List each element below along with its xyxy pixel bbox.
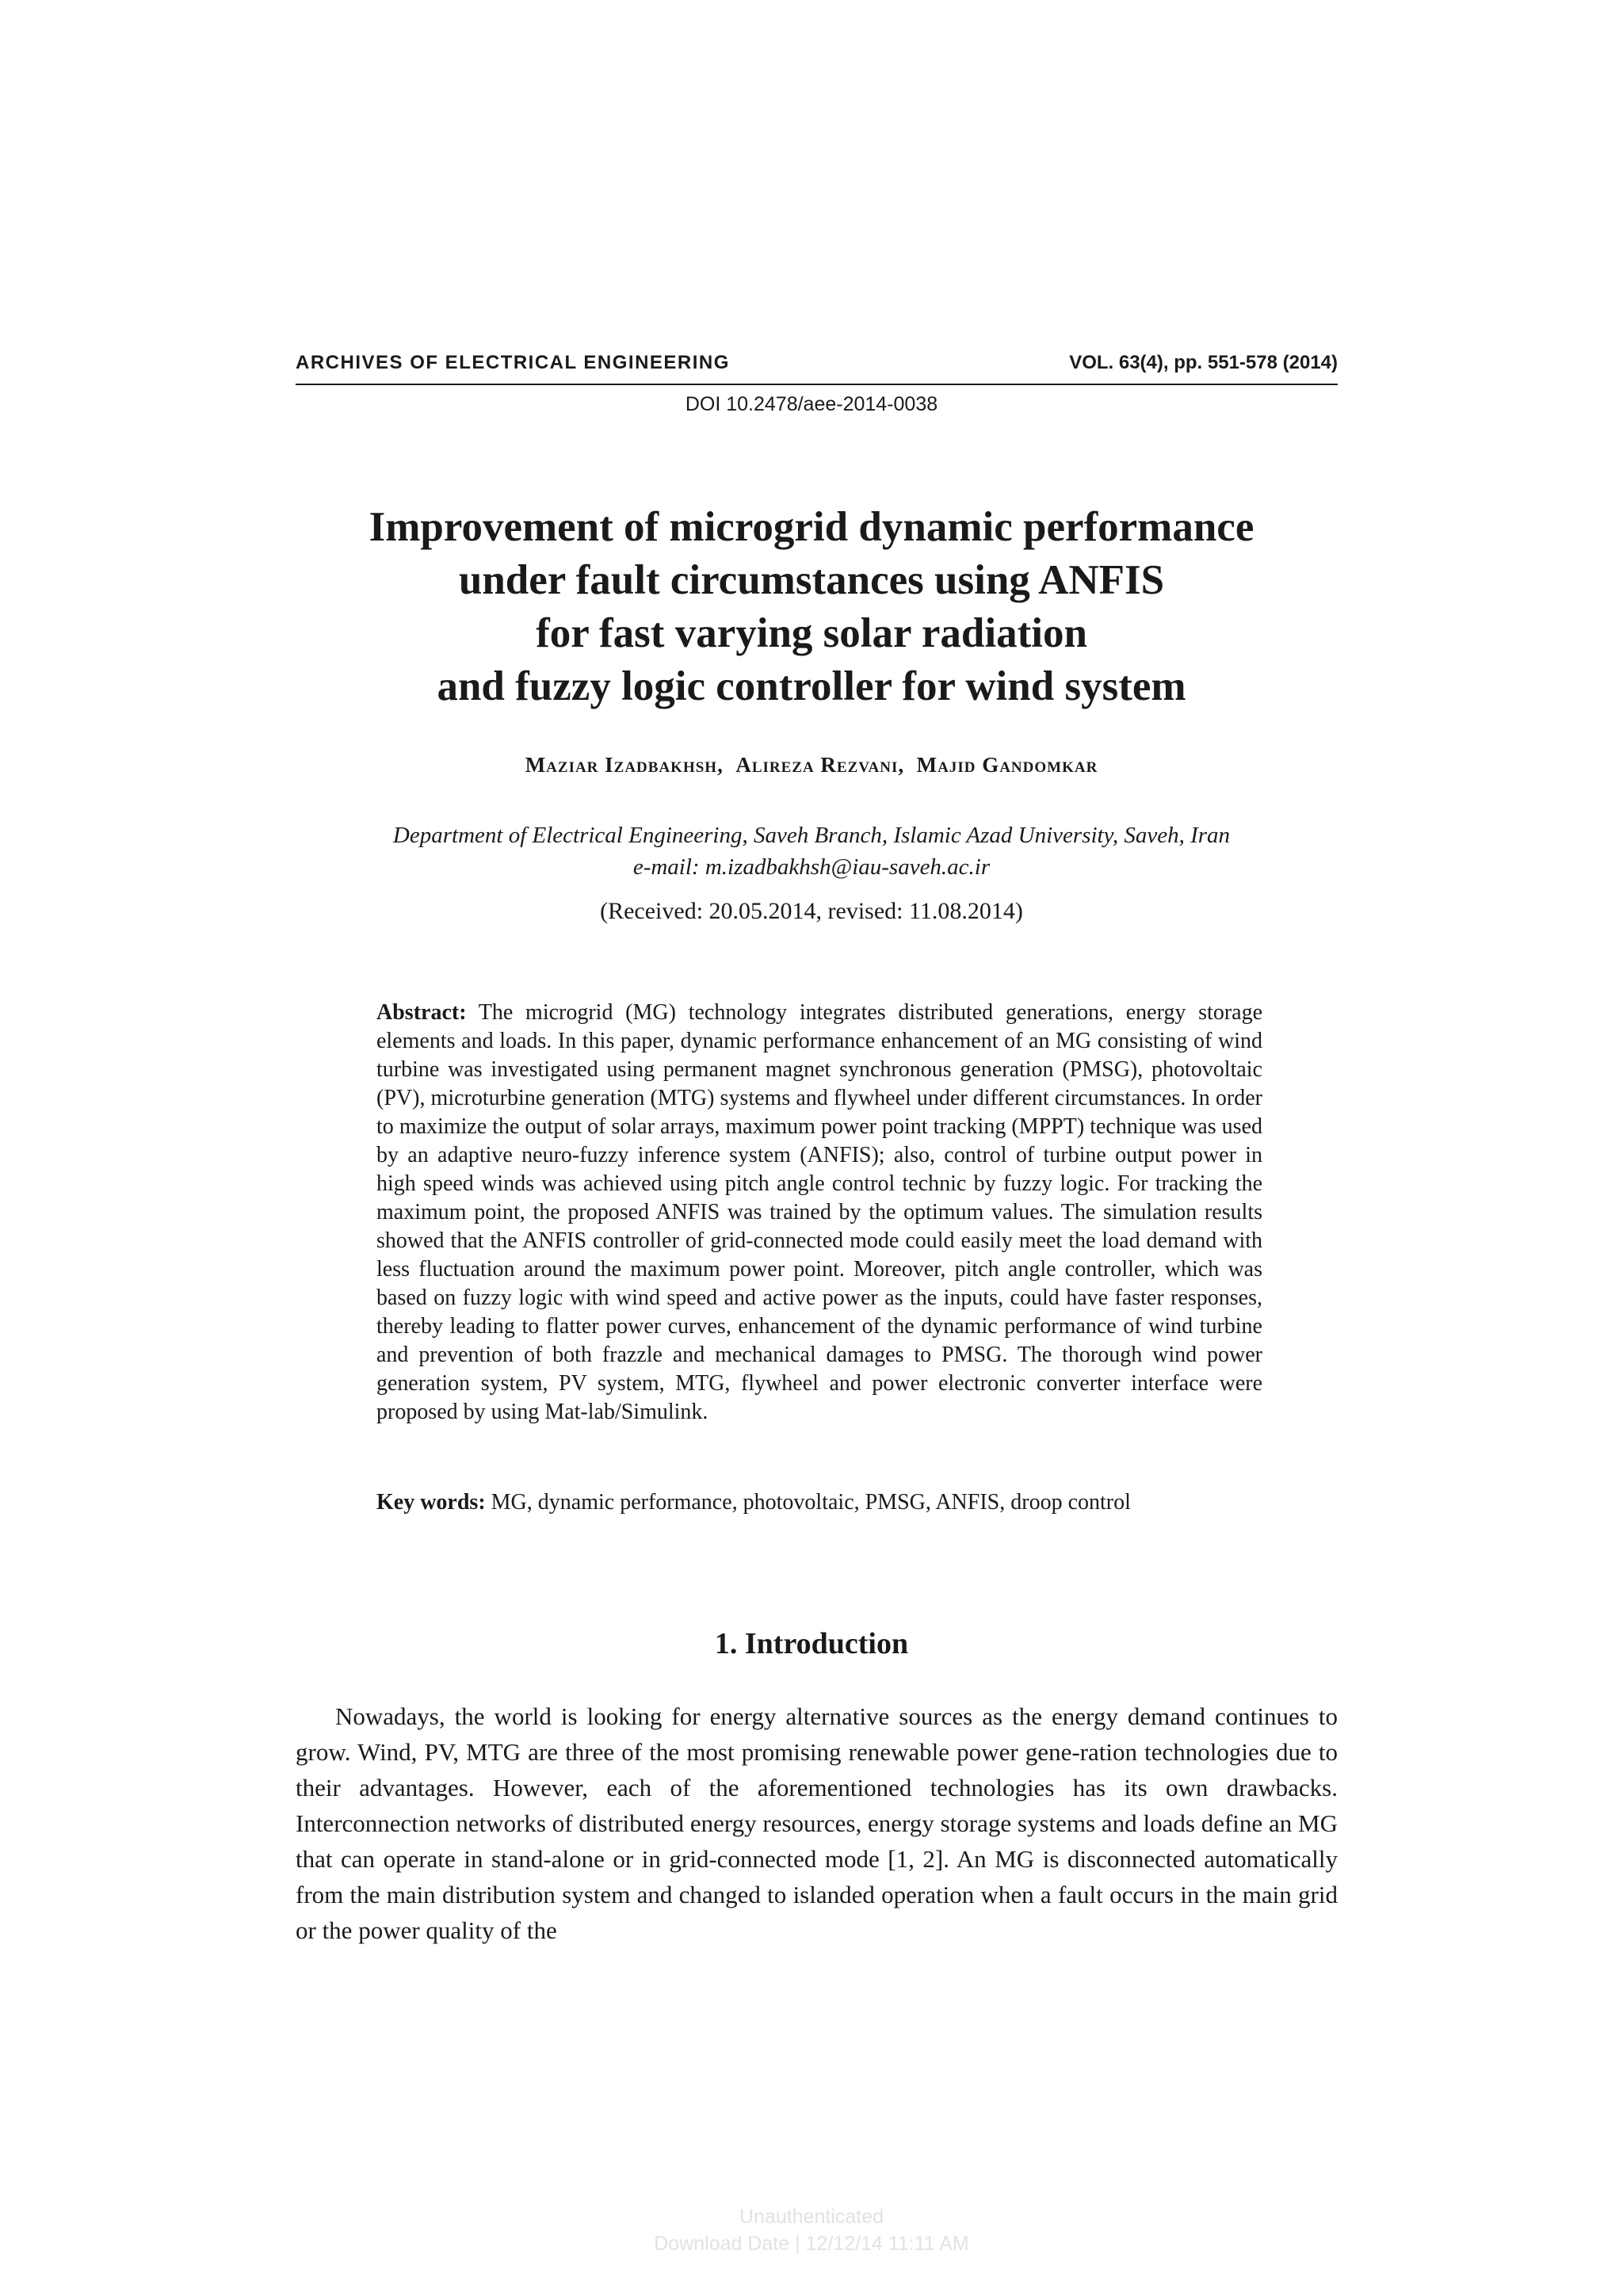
email: e-mail: m.izadbakhsh@iau-saveh.ac.ir — [632, 854, 991, 880]
doi: DOI 10.2478/aee-2014-0038 — [685, 393, 938, 415]
title-line: and fuzzy logic controller for wind system — [437, 663, 1186, 709]
affiliation-block — [0, 819, 1623, 883]
abstract-text: The microgrid (MG) technology integrates distributed generations, energy storage elements and loads. In this paper, dynamic performance enhancement of an MG consisting of wind turbine was investigated using permanent magnet synchronous generation (PMSG), photovoltaic (PV), microturbine generation (MTG) systems and flywheel under different circumstances. In order to maximize the output of solar arrays, maximum power point tracking (MPPT) technique was used by an adaptive neuro-fuzzy inference system (ANFIS); also, control of turbine output power in high speed winds was achieved using pitch angle control technic by fuzzy logic. For tracking the maximum point, the proposed ANFIS was trained by the optimum values. The simulation results showed that the ANFIS controller of grid-connected mode could easily meet the load demand with less fluctuation around the maximum power point. Moreover, pitch angle controller, which was based on fuzzy logic with wind speed and active power as the inputs, could have faster responses, thereby leading to flatter power curves, enhancement of the dynamic performance of wind turbine and prevention of both frazzle and mechanical damages to PMSG. The thorough wind power generation system, PV system, MTG, flywheel and power electronic converter interface were proposed by using Mat-lab/Simulink. — [376, 1000, 1262, 1424]
body-paragraph: Nowadays, the world is looking for energy alternative sources as the energy demand continues to grow. Wind, PV, MTG are three of the most promising renewable power gene-ration technologies due to their advantages. However, each of the aforementioned technologies has its own drawbacks. Interconnection networks of distributed energy resources, energy storage systems and loads define an MG that can operate in stand-alone or in grid-connected mode [1, 2]. An MG is disconnected automatically from the main distribution system and changed to islanded operation when a fault occurs in the main grid or the power quality of the — [296, 1702, 1338, 1944]
author: Maziar Izadbakhsh, — [525, 753, 724, 777]
title-line: under fault circumstances using ANFIS — [458, 557, 1165, 603]
abstract — [376, 999, 1262, 1427]
keywords — [376, 1488, 1262, 1517]
section-heading: 1. Introduction — [714, 1627, 909, 1660]
volume-info: VOL. 63(4), pp. 551-578 (2014) — [1069, 352, 1338, 373]
authors — [0, 753, 1623, 777]
running-header — [296, 349, 1338, 385]
watermark-line: Download Date | 12/12/14 11:11 AM — [654, 2233, 969, 2255]
abstract-label: Abstract: — [376, 1000, 467, 1025]
title-line: Improvement of microgrid dynamic performance — [369, 504, 1254, 550]
download-watermark — [0, 2203, 1623, 2257]
author: Majid Gandomkar — [916, 753, 1098, 777]
title-line: for fast varying solar radiation — [536, 610, 1087, 656]
affiliation: Department of Electrical Engineering, Saveh Branch, Islamic Azad University, Saveh, Iran — [392, 823, 1231, 848]
watermark-line: Unauthenticated — [739, 2206, 884, 2228]
author: Alireza Rezvani, — [735, 753, 905, 777]
received-dates: (Received: 20.05.2014, revised: 11.08.2014) — [600, 898, 1023, 924]
keywords-label: Key words: — [376, 1490, 486, 1515]
paper-title — [238, 501, 1385, 713]
keywords-text: MG, dynamic performance, photovoltaic, PMSG, ANFIS, droop control — [491, 1490, 1131, 1515]
journal-name: ARCHIVES OF ELECTRICAL ENGINEERING — [296, 352, 730, 373]
